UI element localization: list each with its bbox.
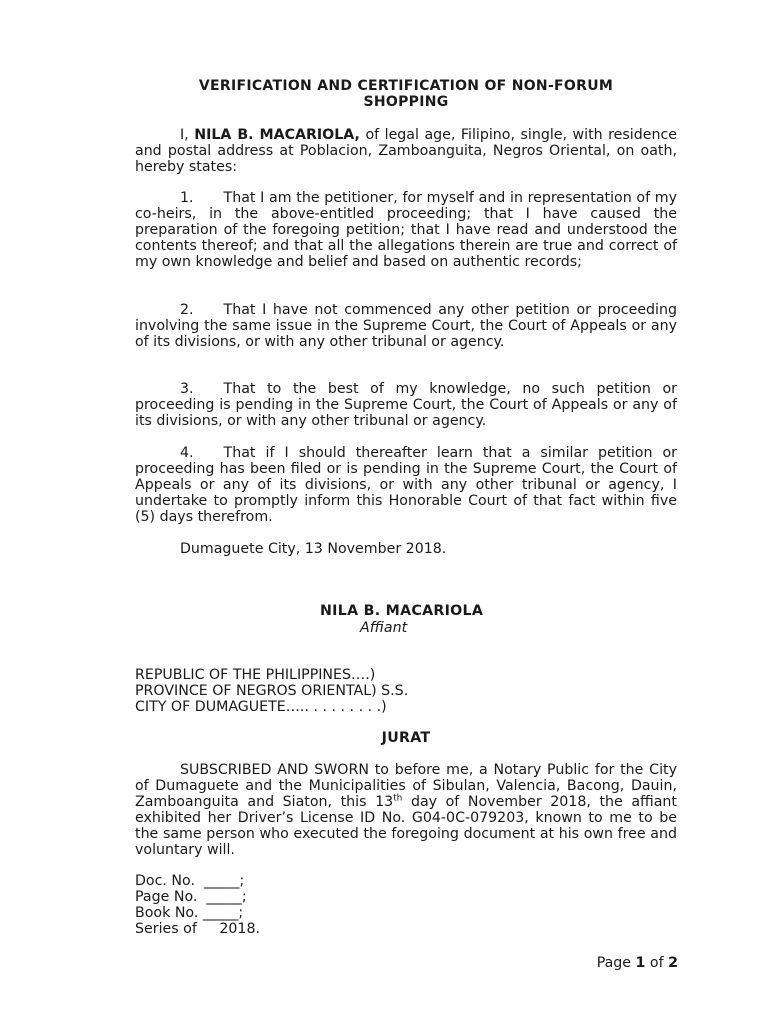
title-line-2: SHOPPING [363,94,449,110]
signature-name: NILA B. MACARIOLA [320,603,484,619]
item-3-text: That to the best of my knowledge, no such petition or proceeding is pending in the Supreme Court, the Court of Appeals or any of its divisions, or with any other tribunal or agency. [135,381,677,429]
footer-total-pages: 2 [668,955,678,971]
doc-number-line: Doc. No. _____; [135,873,245,889]
place-date [135,541,677,557]
item-4-paragraph [135,445,677,525]
intro-prefix: I, [180,127,195,143]
affiant-name-inline: NILA B. MACARIOLA, [194,127,360,143]
venue-line-republic: REPUBLIC OF THE PHILIPPINES….) [135,667,376,683]
page-footer [597,955,678,971]
jurat-paragraph [135,762,677,858]
signature-role: Affiant [360,620,408,636]
page-number-line: Page No. _____; [135,889,247,905]
item-1-text: That I am the petitioner, for myself and in representation of my co-heirs, in the above-entitled proceeding; that I have caused the preparation of the foregoing petition; that I have read and understood the contents thereof; and that all the allegations therein are true and correct of my own knowledge and belief and based on authentic records; [135,190,677,270]
jurat-heading: JURAT [381,730,431,746]
venue-line-province: PROVINCE OF NEGROS ORIENTAL) S.S. [135,683,409,699]
item-2-paragraph [135,302,677,350]
intro-text: of legal age, Filipino, single, with residence and postal address at Poblacion, Zamboanguita, Negros Oriental, on oath, hereby states: [135,127,677,175]
item-2-number: 2. [180,302,194,318]
jurat-text-start: SUBSCRIBED AND SWORN to before me, a Notary Public for the City of Dumaguete and the Municipalities of Sibulan, Valencia, Bacong, Dauin, Zamboanguita and Siaton, this 13 [135,762,677,810]
intro-paragraph [135,127,677,175]
venue-line-city: CITY OF DUMAGUETE….. . . . . . . . .) [135,699,387,715]
jurat-text-end: day of November 2018, the affiant exhibited her Driver’s License ID No. G04-0C-079203, known to me to be the same person who executed the foregoing document at his own free and voluntary will. [135,794,677,858]
item-1-number: 1. [180,190,194,206]
footer-page-word: Page [596,955,636,971]
item-3-number: 3. [180,381,194,397]
book-number-line: Book No. _____; [135,905,244,921]
item-3-paragraph [135,381,677,429]
jurat-ordinal-suffix: th [393,793,403,804]
series-line: Series of 2018. [135,921,260,937]
footer-of-word: of [645,955,669,971]
item-1-paragraph [135,190,677,270]
item-2-text: That I have not commenced any other petition or proceeding involving the same issue in the Supreme Court, the Court of Appeals or any of its divisions, or with any other tribunal or agency. [135,302,677,350]
document-title [135,78,677,110]
place-date-text: Dumaguete City, 13 November 2018. [180,541,447,557]
footer-current-page: 1 [635,955,646,971]
item-4-number: 4. [180,445,194,461]
title-line-1: VERIFICATION AND CERTIFICATION OF NON-FORUM [198,78,614,94]
item-4-text: That if I should thereafter learn that a similar petition or proceeding has been filed or is pending in the Supreme Court, the Court of Appeals or any of its divisions, or with any other tribunal or agency, I undertake to promptly inform this Honorable Court of that fact within five (5) days therefrom. [135,445,677,525]
